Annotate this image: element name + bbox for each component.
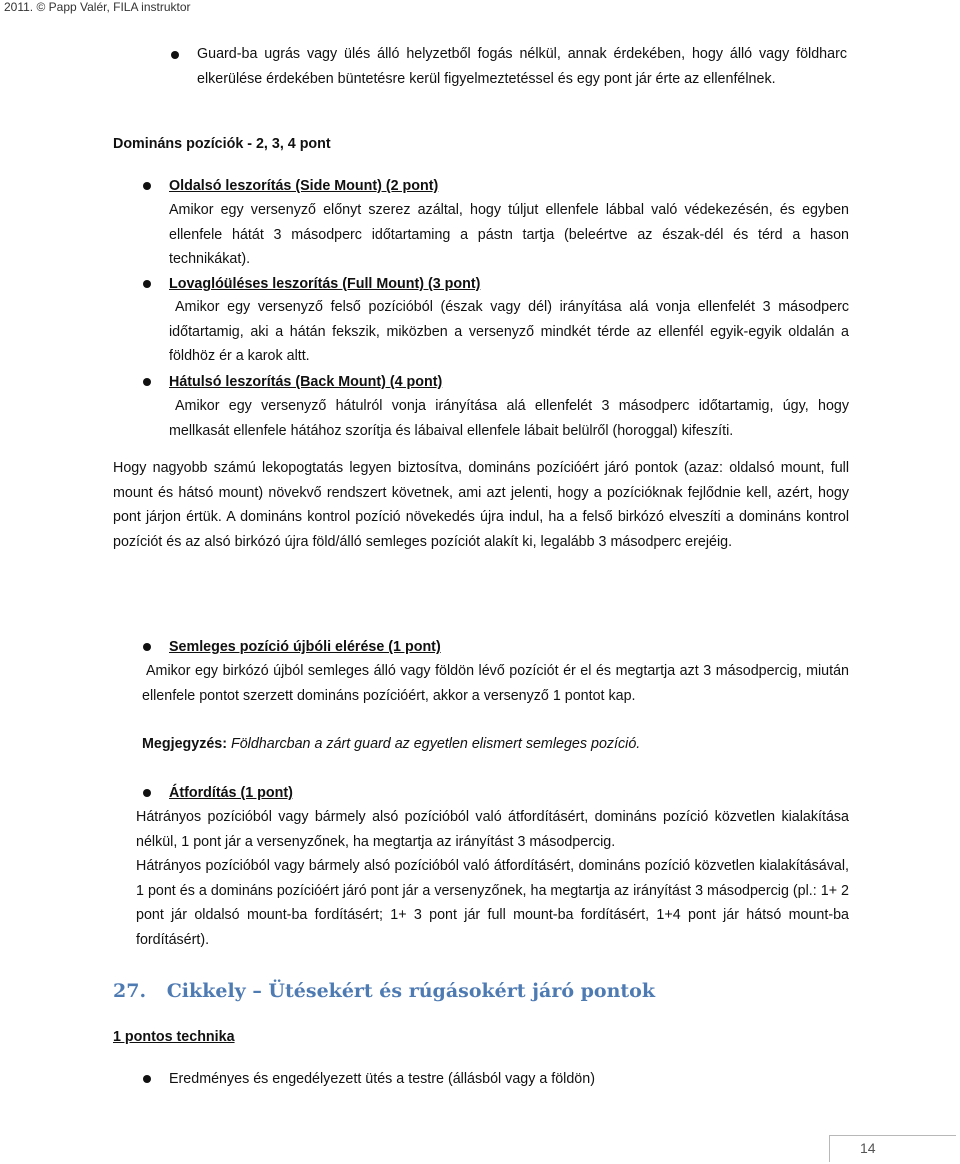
page-header: 2011. © Papp Valér, FILA instruktor [4, 0, 191, 14]
dominant-heading: Domináns pozíciók - 2, 3, 4 pont [113, 136, 331, 152]
note-text: Földharcban a zárt guard az egyetlen elismert semleges pozíció. [231, 736, 641, 752]
bullet-icon [143, 643, 151, 651]
full-mount-text: Amikor egy versenyző felső pozícióból (észak vagy dél) irányítása alá vonja ellenfelét 3 másodperc időtartamig, aki a hátán fekszik, miközben a versenyző mindkét térde az ellenfél egyik-egyik oldalán a földhöz ér a karok altt. [169, 299, 849, 364]
bullet-icon [143, 1075, 151, 1083]
dominant-paragraph: Hogy nagyobb számú lekopogtatás legyen biztosítva, domináns pozícióért járó pontok (azaz: oldalsó mount, full mount és hátsó mount) növekvő rendszert követnek, ami azt jelenti, hogy a pozícióknak fejlődnie kell, azért, hogy pont járjon értük. A domináns kontrol pozíció növekedés újra indul, ha a felső birkózó elveszíti a domináns kontrol pozíciót és az alsó birkózó újra föld/álló semleges pozíciót alakít ki, legalább 3 másodperc erejéig. [113, 460, 849, 550]
page-number: 14 [860, 1140, 876, 1156]
neutral-text: Amikor egy birkózó újból semleges álló vagy földön lévő pozíciót ér el és megtartja azt 3 másodpercig, miután ellenfele pontot szerzett domináns pozícióért, akkor a versenyző 1 pontot kap. [142, 663, 849, 704]
reversal-text-1: Hátrányos pozícióból vagy bármely alsó pozícióból való átfordításért, domináns pozíció közvetlen kialakítása nélkül, 1 pont jár a versenyzőnek, ha megtartja az irányítást 3 másodpercig. [136, 809, 849, 850]
section-heading: Cikkely – Ütésekért és rúgásokért járó pontok [166, 980, 656, 1002]
bullet-icon [143, 280, 151, 288]
back-mount-title: Hátulsó leszorítás (Back Mount) (4 pont) [169, 374, 443, 390]
section-number: 27. [113, 980, 147, 1002]
full-mount-title: Lovaglóüléses leszorítás (Full Mount) (3 pont) [169, 276, 481, 292]
back-mount-text: Amikor egy versenyző hátulról vonja irányítása alá ellenfelét 3 másodperc időtartamig, úgy, hogy mellkasát ellenfele hátához szorítja és lábaival ellenfele lábait belülről (horoggal) kifeszíti. [169, 398, 849, 439]
bullet-icon [143, 789, 151, 797]
reversal-title: Átfordítás (1 pont) [169, 785, 293, 801]
one-point-bullet: Eredményes és engedélyezett ütés a testre (állásból vagy a földön) [169, 1071, 595, 1087]
side-mount-text: Amikor egy versenyző előnyt szerez azáltal, hogy túljut ellenfele lábbal való védekezésén, és egyben ellenfele hátát 3 másodperc időtartaming a pástn tartja (beleértve az észak-dél és térd a hason technikákat). [169, 202, 849, 267]
bullet-icon [143, 378, 151, 386]
intro-bullet-text: Guard-ba ugrás vagy ülés álló helyzetből fogás nélkül, annak érdekében, hogy álló vagy földharc elkerülése érdekében büntetésre kerül figyelmeztetéssel és egy pont jár érte az ellenfélnek. [197, 46, 847, 87]
bullet-icon [143, 182, 151, 190]
one-point-heading: 1 pontos technika [113, 1029, 235, 1045]
neutral-title: Semleges pozíció újbóli elérése (1 pont) [169, 639, 441, 655]
note-label: Megjegyzés: [142, 736, 228, 752]
page-number-wrap [830, 1136, 956, 1162]
neutral-note [142, 732, 640, 757]
reversal-text-2: Hátrányos pozícióból vagy bármely alsó pozícióból való átfordításért, domináns pozíció közvetlen kialakításával, 1 pont és a domináns pozícióért járó pont jár a versenyzőnek, ha megtartja az irányítást 3 másodpercig (pl.: 1+ 2 pont jár oldalsó mount-ba fordításért; 1+ 3 pont jár full mount-ba fordításért, 1+4 pont jár hátsó mount-ba fordításért). [136, 858, 849, 948]
side-mount-title: Oldalsó leszorítás (Side Mount) (2 pont) [169, 178, 439, 194]
section-title [113, 980, 655, 1002]
bullet-icon [171, 51, 179, 59]
